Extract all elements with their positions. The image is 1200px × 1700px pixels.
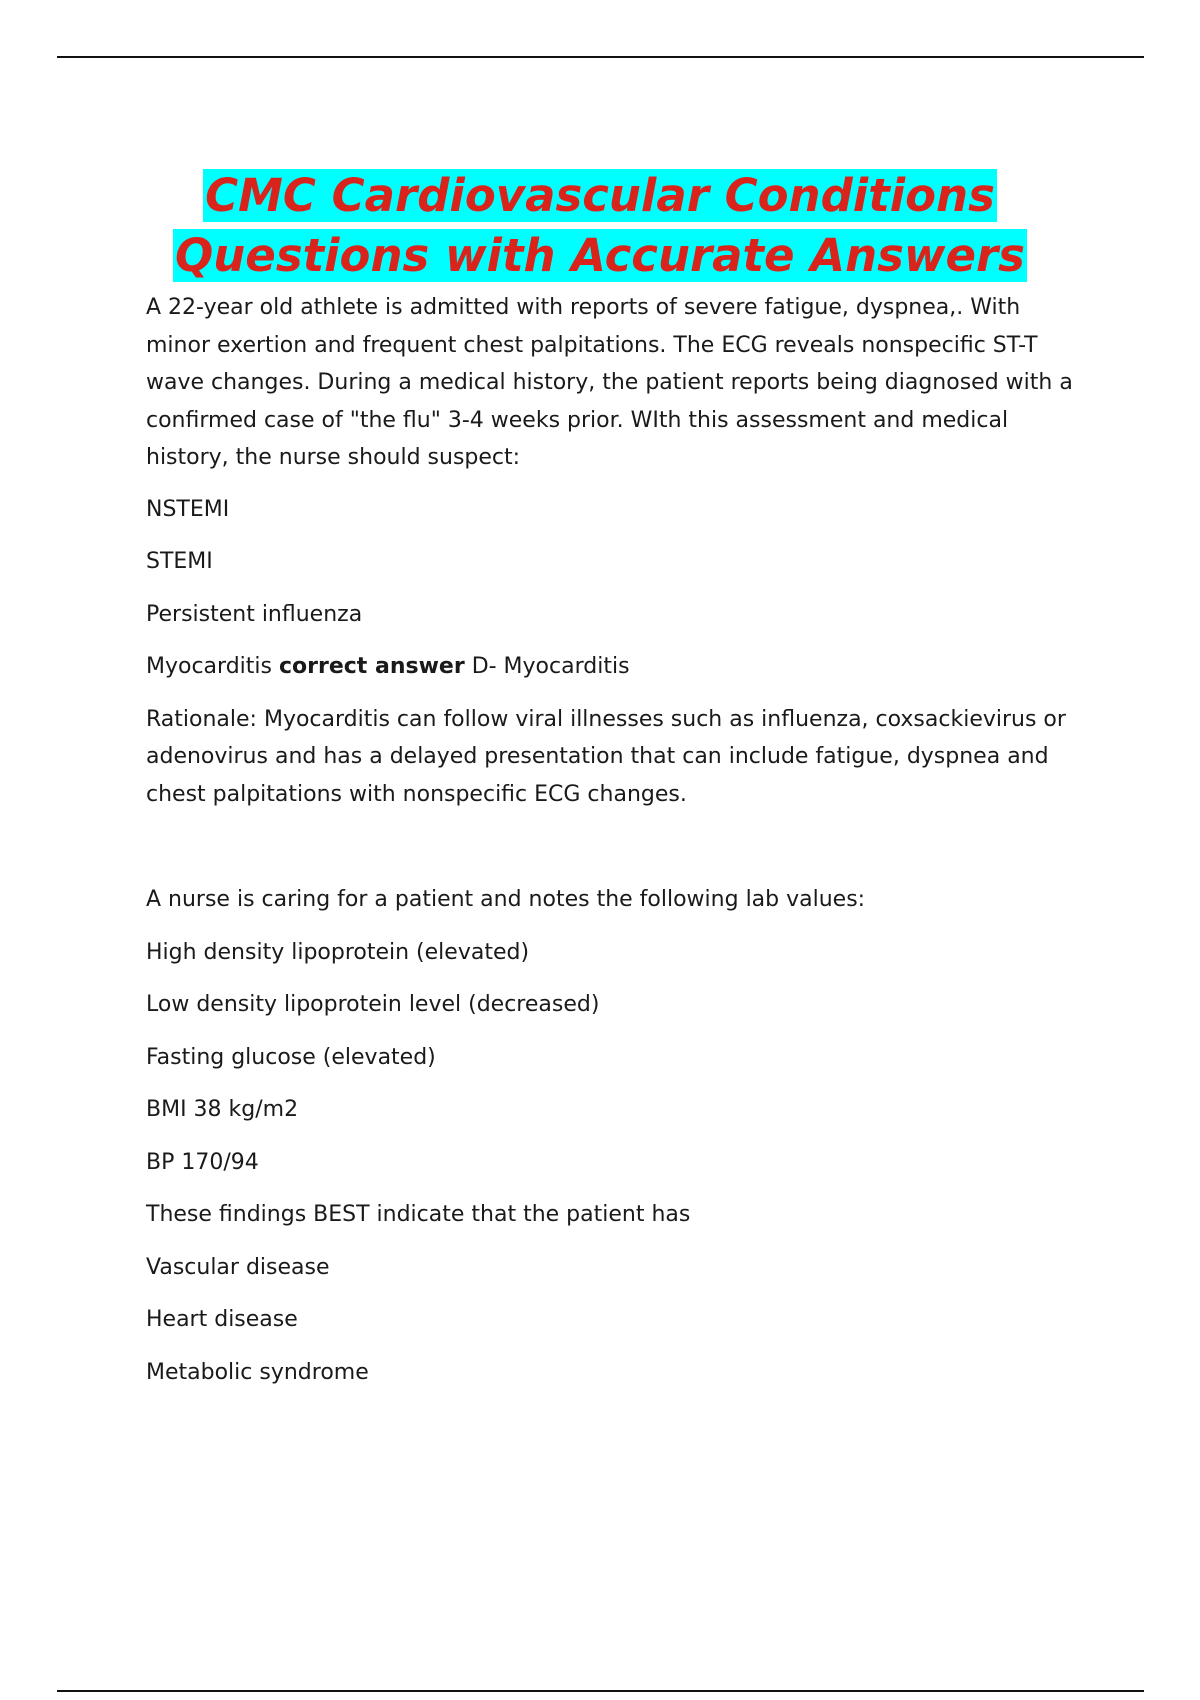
title-line-2: Questions with Accurate Answers (175, 229, 1025, 282)
question-1-option: STEMI (146, 549, 213, 574)
question-2-finding: BMI 38 kg/m2 (146, 1097, 299, 1122)
question-1-option: NSTEMI (146, 496, 230, 522)
question-2-option: Vascular disease (146, 1254, 330, 1280)
question-2-option: Heart disease (146, 1307, 298, 1332)
question-2-option: Metabolic syndrome (146, 1359, 369, 1385)
question-1-option: Myocarditis (146, 654, 272, 679)
question-2-finding: BP 170/94 (146, 1149, 259, 1175)
question-1-stem: A 22-year old athlete is admitted with reports of severe fatigue, dyspnea,. With minor exertion and frequent chest palpitations. The ECG reveals nonspecific ST-T wave changes. During a medical history, the patient reports being diagnosed with a confirmed case of "the flu" 3-4 weeks prior. WIth this assessment and medical history, the nurse should suspect: (146, 295, 1073, 470)
section-spacer (146, 827, 1086, 881)
question-2-finding: Low density lipoprotein level (decreased) (146, 992, 600, 1017)
question-2-finding: High density lipoprotein (elevated) (146, 939, 530, 965)
bottom-rule (57, 1690, 1144, 1692)
question-2-prompt: These findings BEST indicate that the patient has (146, 1202, 691, 1227)
title-line-1: CMC Cardiovascular Conditions (205, 169, 995, 222)
document-title (0, 166, 1200, 286)
question-1-option: Persistent influenza (146, 601, 363, 627)
correct-answer-value: D- Myocarditis (471, 654, 630, 679)
question-2-finding: Fasting glucose (elevated) (146, 1044, 436, 1070)
document-body (146, 289, 1086, 1406)
question-2-intro: A nurse is caring for a patient and notes the following lab values: (146, 887, 866, 912)
correct-answer-label: correct answer (278, 654, 465, 679)
top-rule (57, 56, 1144, 58)
question-1-answer-line (146, 648, 1086, 686)
question-1-rationale: Rationale: Myocarditis can follow viral illnesses such as influenza, coxsackievirus or adenovirus and has a delayed presentation that can include fatigue, dyspnea and chest palpitations with nonspecific ECG changes. (146, 706, 1066, 807)
